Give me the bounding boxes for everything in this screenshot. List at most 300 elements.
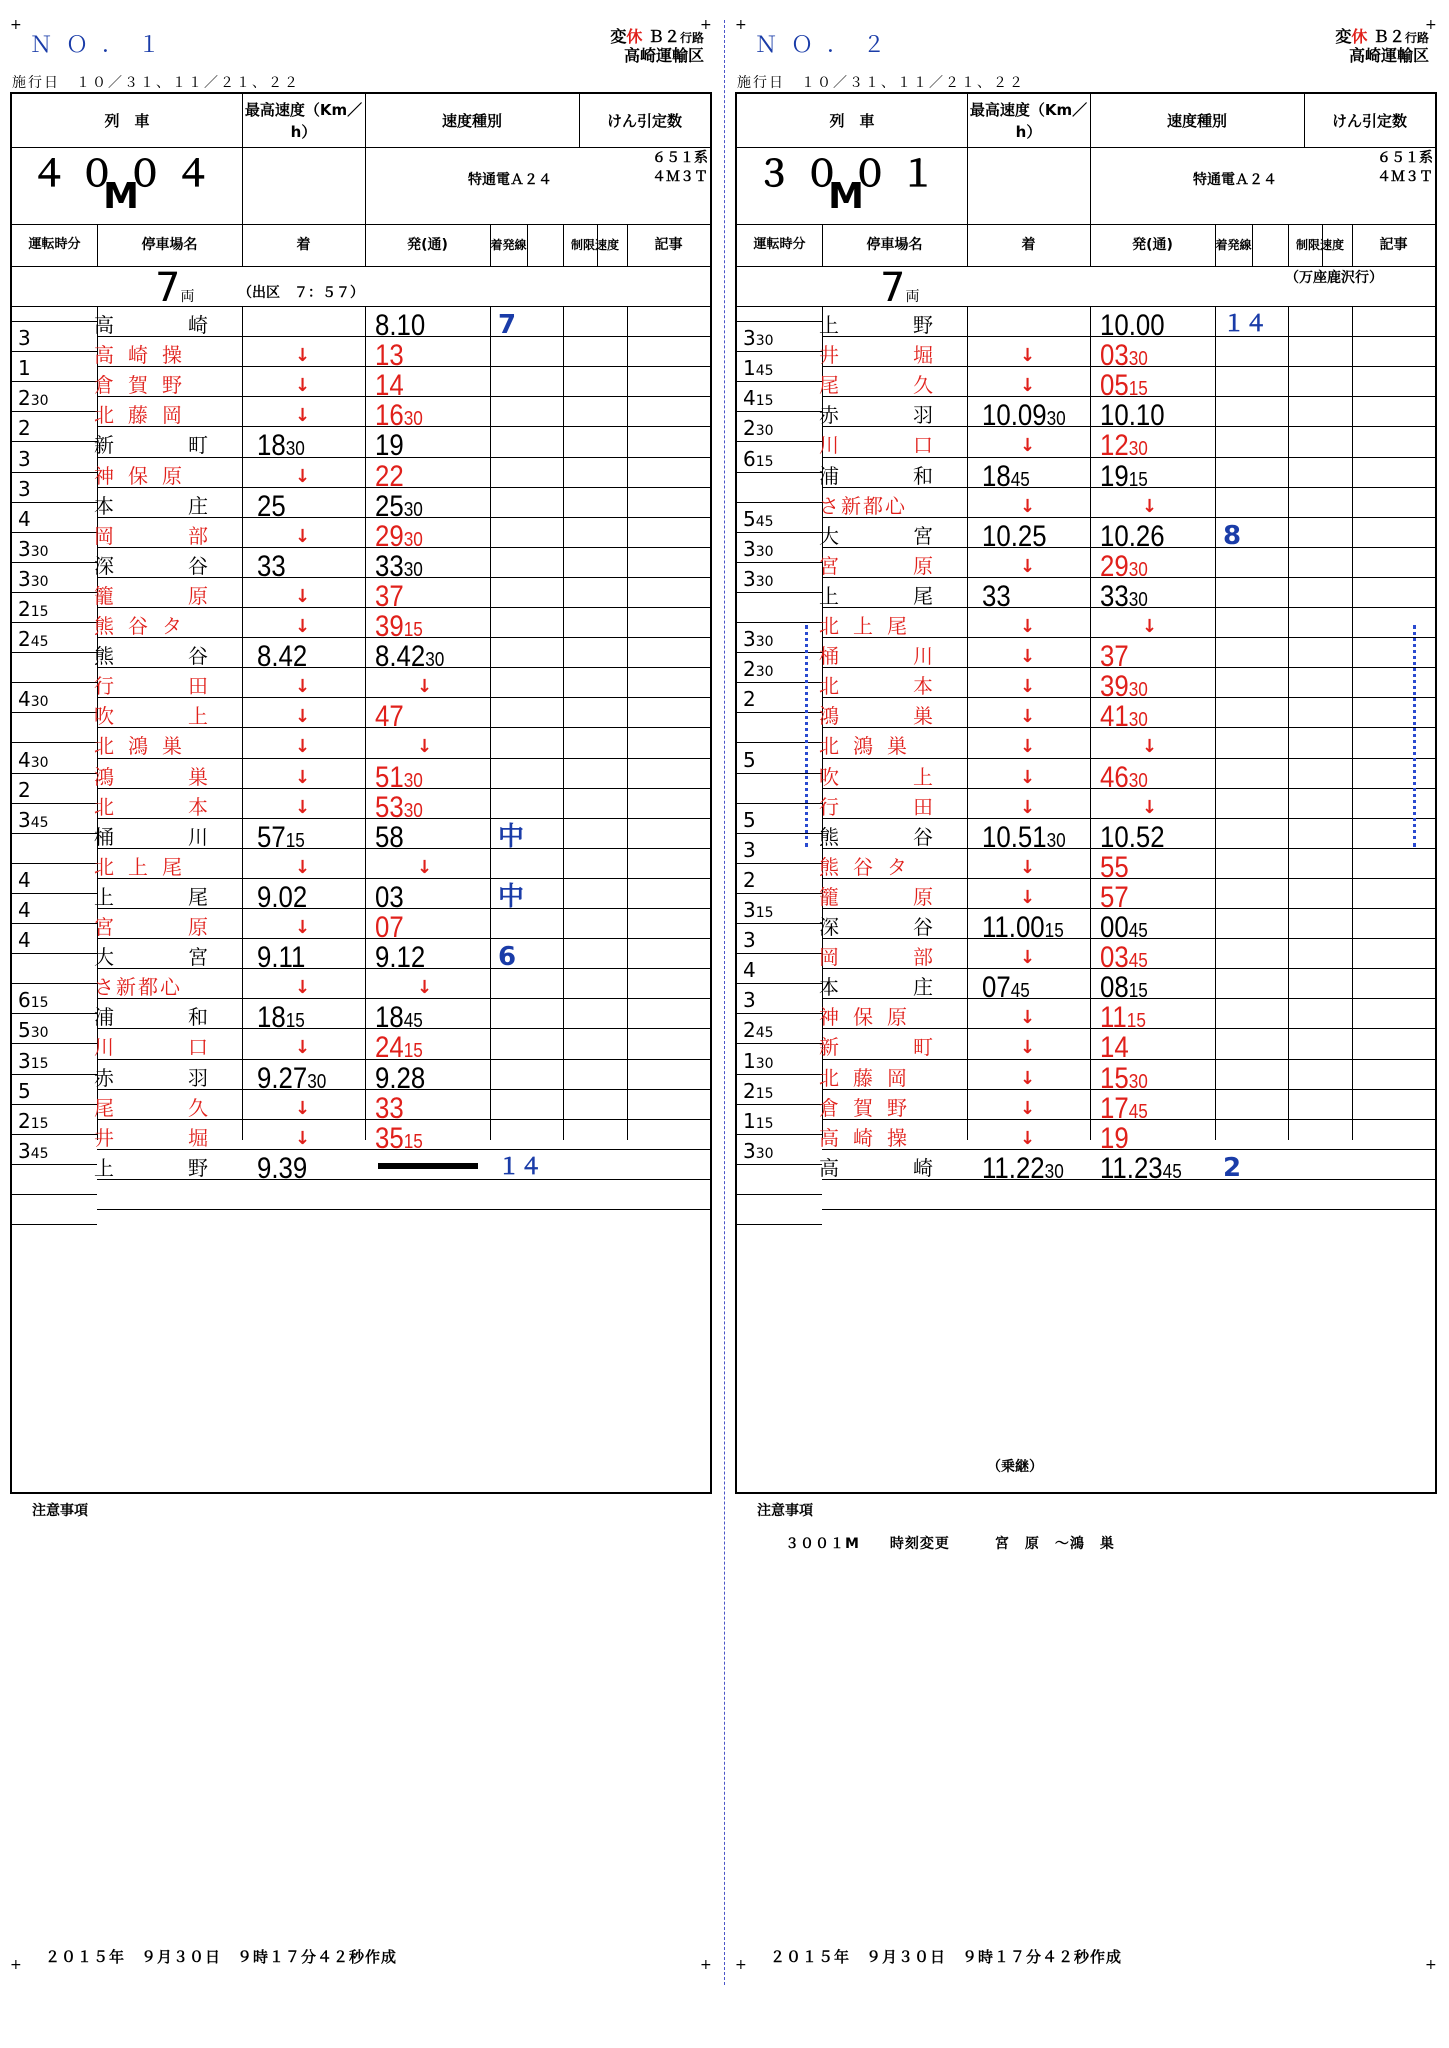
run-time: 345 (18, 807, 49, 832)
col-track: 着発線 (1215, 238, 1252, 252)
timetable-page-2 (725, 0, 1449, 2048)
col-departure: 発(通) (407, 237, 448, 253)
arrival-time: 10.0930 (982, 399, 1066, 433)
station-name (819, 553, 933, 579)
pass-arrow-icon: ↓ (1020, 555, 1036, 577)
station-name: 高崎操 (94, 343, 196, 368)
station-name (819, 824, 933, 850)
page-number: ＮＯ．１ (30, 33, 175, 58)
car-count-value: 7 (155, 265, 181, 311)
departure-time: 9.12 (375, 941, 426, 975)
station-name (819, 974, 933, 1000)
track-number: 6 (498, 942, 517, 973)
depot-name: 高崎運輸区 (1348, 46, 1429, 65)
departure-time: 10.10 (1100, 399, 1165, 433)
arrival-time: 10.25 (982, 519, 1047, 553)
station-char: 井 (819, 343, 839, 368)
station-name (94, 703, 208, 729)
run-time: 3 (18, 446, 31, 471)
station-name (94, 824, 208, 850)
station-name (819, 673, 933, 699)
station-name (94, 1034, 208, 1060)
station-char: 岡 (94, 523, 114, 548)
crop-mark: + (10, 17, 22, 33)
station-char: 谷 (913, 824, 933, 849)
run-time: 230 (743, 416, 774, 441)
track-number: 中 (498, 881, 525, 912)
station-name (819, 402, 933, 428)
pass-arrow-icon: ↓ (295, 616, 311, 637)
station-char: 宮 (913, 523, 933, 548)
station-char: 本 (188, 794, 208, 819)
run-time: 5 (743, 807, 756, 832)
station-char: 井 (94, 1125, 114, 1150)
station-name: さ新都心 (819, 493, 907, 518)
station-name: 北上尾 (819, 614, 921, 638)
route-name (610, 28, 704, 47)
station-char: 吹 (819, 764, 839, 789)
station-name (819, 703, 933, 729)
departure-time: 0515 (1100, 369, 1148, 403)
station-char: 口 (188, 1035, 208, 1060)
departure-time: 14 (1100, 1031, 1129, 1065)
run-time: 330 (743, 326, 774, 351)
station-char: 行 (94, 674, 114, 699)
station-char: 尾 (819, 373, 839, 398)
station-char: 川 (188, 824, 208, 849)
run-time: 330 (18, 536, 49, 561)
run-time: 330 (743, 1138, 774, 1163)
run-time: 4 (18, 928, 31, 953)
station-char: 野 (188, 1155, 208, 1180)
created-timestamp: ２０１５年 ９月３０日 ９時１７分４２秒作成 (770, 1948, 1123, 1966)
pass-arrow-icon: ↓ (1020, 676, 1036, 698)
station-char: 谷 (188, 553, 208, 578)
col-max-speed: 最高速度（Km／h） (969, 100, 1088, 141)
station-name (94, 432, 208, 458)
station-char: 新 (819, 1035, 839, 1060)
arrival-time: 1845 (982, 459, 1030, 493)
pass-arrow-icon: ↓ (295, 706, 311, 728)
col-rule (527, 224, 528, 266)
departure-time: 3930 (1100, 670, 1148, 704)
departure-time: 8.10 (375, 309, 426, 342)
station-char: 町 (188, 433, 208, 458)
run-time: 145 (743, 356, 774, 381)
run-time: 345 (18, 1138, 49, 1163)
station-char: 尾 (188, 884, 208, 909)
arrival-time: 33 (982, 579, 1011, 613)
pass-arrow-icon: ↓ (1142, 796, 1158, 818)
station-char: 川 (913, 644, 933, 669)
row-rule (12, 266, 710, 267)
pass-arrow-icon: ↓ (295, 917, 311, 938)
run-time: 2 (743, 687, 756, 712)
col-station: 停車場名 (141, 237, 198, 253)
station-name: 北藤岡 (819, 1065, 921, 1090)
col-haul-capacity: けん引定数 (1331, 111, 1407, 130)
station-name: 北鴻巣 (94, 734, 196, 759)
run-time: 245 (18, 627, 49, 652)
run-time: 3 (743, 837, 756, 862)
station-char: 口 (913, 433, 933, 458)
col-max-speed: 最高速度（Km／h） (244, 100, 363, 141)
station-name (819, 432, 933, 458)
departure-time: 3915 (375, 610, 423, 643)
station-name (819, 312, 933, 338)
station-name: 北藤岡 (94, 403, 196, 428)
station-char: 尾 (94, 1095, 114, 1120)
car-formation: ４Ｍ３Ｔ (652, 169, 708, 185)
car-series: ６５１系 (1377, 150, 1433, 166)
departure-time: 2930 (375, 519, 423, 553)
station-name: 熊谷タ (94, 614, 196, 638)
station-name (819, 914, 933, 940)
station-char: 和 (188, 1005, 208, 1030)
run-time: 330 (743, 627, 774, 652)
terminus-mark (378, 1163, 478, 1169)
pass-arrow-icon: ↓ (1020, 706, 1036, 728)
station-char: 原 (188, 583, 208, 608)
departure-time: 9.28 (375, 1061, 426, 1095)
station-name (94, 1004, 208, 1030)
station-char: 熊 (819, 824, 839, 849)
station-name (94, 884, 208, 910)
run-time: 245 (743, 1018, 774, 1043)
crop-mark: + (735, 1957, 747, 1973)
run-time: 215 (18, 1108, 49, 1133)
station-name (94, 794, 208, 820)
pass-arrow-icon: ↓ (295, 736, 311, 758)
station-char: 鴻 (94, 764, 114, 789)
car-count-unit: 両 (180, 289, 195, 305)
run-time: 3 (743, 928, 756, 953)
crop-mark: + (1425, 1957, 1437, 1973)
run-time: 615 (18, 988, 49, 1013)
departure-time: 03 (375, 880, 404, 914)
pass-arrow-icon: ↓ (1020, 375, 1036, 397)
run-time: 3 (743, 988, 756, 1013)
station-name (94, 583, 208, 609)
run-time: 430 (18, 687, 49, 712)
station-name (819, 523, 933, 549)
station-char: 桶 (819, 644, 839, 669)
station-char: 赤 (819, 403, 839, 428)
departure-time: 3330 (375, 549, 423, 583)
run-time: 2 (18, 777, 31, 802)
col-haul-capacity: けん引定数 (606, 111, 682, 130)
station-char: 田 (913, 794, 933, 819)
run-time: 115 (743, 1108, 774, 1133)
route-code: Ｂ２ (1367, 27, 1405, 46)
departure-time: 0815 (1100, 971, 1148, 1005)
car-count-value: 7 (880, 265, 906, 311)
arrival-time: 9.11 (257, 941, 306, 975)
station-name (94, 493, 208, 519)
station-name (94, 673, 208, 699)
run-time: 615 (743, 446, 774, 471)
pass-arrow-icon: ↓ (1020, 856, 1036, 878)
station-name (819, 764, 933, 790)
crop-mark: + (1425, 17, 1437, 33)
departure-time: 1915 (1100, 459, 1148, 493)
arrival-time: 9.02 (257, 880, 308, 914)
departure-time: 0330 (1100, 339, 1148, 373)
col-speed-limit: 制限速度 (570, 238, 619, 252)
departure-time: 58 (375, 820, 404, 854)
run-time: 3 (18, 326, 31, 351)
run-time: 2 (743, 867, 756, 892)
station-name: 倉賀野 (94, 373, 196, 398)
departure-time: 37 (1100, 640, 1129, 674)
station-char: 庄 (188, 493, 208, 518)
station-name (819, 643, 933, 669)
notes-label: 注意事項 (32, 1503, 88, 1519)
run-time: 330 (743, 566, 774, 591)
pass-arrow-icon: ↓ (417, 676, 433, 698)
station-char: 高 (94, 313, 114, 337)
pass-arrow-icon: ↓ (295, 676, 311, 698)
crop-mark: + (735, 17, 747, 33)
station-name (94, 1155, 208, 1181)
departure-time: 1845 (375, 1001, 423, 1035)
pass-arrow-icon: ↓ (1020, 1127, 1036, 1149)
station-name (94, 523, 208, 549)
col-station: 停車場名 (866, 237, 923, 253)
station-name (819, 372, 933, 398)
arrival-time: 9.39 (257, 1151, 308, 1185)
station-char: 大 (819, 523, 839, 548)
run-time: 5 (18, 1078, 31, 1103)
col-speed-class: 速度種別 (441, 111, 502, 130)
track-number: 7 (498, 310, 517, 340)
pass-arrow-icon: ↓ (1020, 796, 1036, 818)
run-time: 215 (743, 1078, 774, 1103)
station-char: 高 (819, 1155, 839, 1180)
col-run-time: 運転時分 (753, 237, 806, 252)
effective-date: 施行日 １０／３１、１１／２１、２２ (737, 75, 1025, 91)
track-number: 2 (1223, 1152, 1242, 1183)
station-name: 北上尾 (94, 854, 196, 879)
col-train: 列 車 (829, 111, 875, 130)
station-name (94, 764, 208, 790)
arrival-time: 11.0015 (982, 911, 1064, 944)
col-track: 着発線 (490, 238, 527, 252)
station-name: 神保原 (819, 1005, 921, 1030)
route-suffix: 行路 (1404, 31, 1429, 45)
station-char: 谷 (188, 644, 208, 669)
departure-time: 0345 (1100, 941, 1148, 975)
run-time: 415 (743, 386, 774, 411)
col-arrival: 着 (296, 237, 311, 253)
departure-time: 1630 (375, 399, 423, 433)
station-name (819, 944, 933, 970)
route-rest-mark: 休 (1351, 27, 1368, 46)
route-header (610, 28, 704, 65)
timetable-page-1 (0, 0, 724, 2048)
station-char: 久 (913, 373, 933, 398)
station-char: 赤 (94, 1065, 114, 1090)
station-char: 上 (819, 583, 839, 608)
run-time: 4 (18, 867, 31, 892)
pass-arrow-icon: ↓ (1020, 616, 1036, 637)
pass-arrow-icon: ↓ (1020, 345, 1036, 367)
station-char: 浦 (94, 1005, 114, 1030)
station-name (819, 1034, 933, 1060)
route-rest-mark: 休 (626, 27, 643, 46)
pass-arrow-icon: ↓ (1020, 1067, 1036, 1089)
crop-mark: + (700, 17, 712, 33)
row-rule (97, 1209, 710, 1210)
station-char: 上 (913, 764, 933, 789)
station-char: 崎 (188, 313, 208, 337)
run-time: 4 (18, 898, 31, 922)
timetable-table (10, 92, 712, 1494)
arrival-time: 5715 (257, 820, 305, 854)
pass-arrow-icon: ↓ (295, 405, 311, 427)
station-char: 久 (188, 1095, 208, 1120)
station-name: さ新都心 (94, 975, 182, 1000)
station-name (94, 553, 208, 579)
pass-arrow-icon: ↓ (1020, 1037, 1036, 1059)
depot-name: 高崎運輸区 (623, 46, 704, 65)
station-name (94, 1095, 208, 1121)
pass-arrow-icon: ↓ (1020, 947, 1036, 969)
station-char: 谷 (913, 915, 933, 939)
station-char: 鴻 (819, 704, 839, 729)
departure-time: 19 (375, 429, 404, 463)
departure-time: 1230 (1100, 429, 1148, 463)
run-time: 2 (18, 416, 31, 441)
departure-time: 2530 (375, 489, 423, 523)
arrival-time: 33 (257, 549, 286, 583)
station-name (819, 1155, 933, 1181)
departure-time: 14 (375, 369, 404, 403)
arrival-time: 1815 (257, 1001, 305, 1035)
station-char: 町 (913, 1035, 933, 1060)
station-char: 原 (913, 884, 933, 909)
crop-mark: + (700, 1957, 712, 1973)
time-rule (737, 1194, 822, 1195)
notes-text: ３００１M 時刻変更 宮 原 ～鴻 巣 (785, 1536, 1115, 1552)
run-time: 5 (743, 747, 756, 772)
crop-mark: + (10, 1957, 22, 1973)
station-char: 尾 (913, 583, 933, 608)
station-name (819, 463, 933, 489)
departure-time: 33 (375, 1091, 404, 1125)
time-rule (12, 1224, 97, 1225)
station-char: 羽 (188, 1065, 208, 1090)
run-time: 315 (18, 1048, 49, 1073)
station-name: 神保原 (94, 463, 196, 488)
station-name (819, 342, 933, 368)
station-char: 原 (913, 553, 933, 578)
notes-label: 注意事項 (757, 1503, 813, 1519)
pass-arrow-icon: ↓ (417, 736, 433, 758)
departure-time: 1115 (1100, 1001, 1146, 1035)
arrival-time: 1830 (257, 429, 305, 463)
pass-arrow-icon: ↓ (295, 525, 311, 547)
departure-time: 3330 (1100, 579, 1148, 613)
pass-arrow-icon: ↓ (1020, 1007, 1036, 1029)
departure-time: 4130 (1100, 700, 1148, 734)
train-number: ４００４M (30, 153, 223, 217)
departure-time: 10.00 (1100, 309, 1165, 342)
run-time: 4 (18, 506, 31, 531)
departure-time: 19 (1100, 1121, 1129, 1155)
col-rule (967, 147, 968, 224)
pass-arrow-icon: ↓ (295, 1037, 311, 1059)
col-notes: 記事 (654, 237, 683, 253)
station-name (94, 944, 208, 970)
station-name: 熊谷タ (819, 854, 921, 879)
col-rule (242, 147, 243, 224)
departure-time: 22 (375, 459, 404, 493)
route-name (1335, 28, 1429, 47)
station-char: 深 (819, 915, 839, 939)
pass-arrow-icon: ↓ (1142, 616, 1158, 637)
station-char: 深 (94, 553, 114, 578)
station-name (94, 312, 208, 338)
col-rule (1252, 224, 1253, 266)
run-time: 215 (18, 597, 49, 621)
route-suffix: 行路 (679, 31, 704, 45)
station-char: 田 (188, 674, 208, 699)
departure-time: 8.4230 (375, 640, 445, 674)
station-char: 上 (94, 1155, 114, 1180)
station-char: 上 (94, 884, 114, 909)
page-number: ＮＯ．２ (755, 33, 900, 58)
station-char: 川 (819, 433, 839, 458)
departure-time: 2415 (375, 1031, 423, 1065)
departure-time: 10.52 (1100, 820, 1165, 854)
track-number: 8 (1223, 520, 1242, 551)
created-timestamp: ２０１５年 ９月３０日 ９時１７分４２秒作成 (45, 1948, 398, 1966)
run-time: 545 (743, 506, 774, 531)
pass-arrow-icon: ↓ (1020, 646, 1036, 668)
run-time: 4 (743, 958, 756, 983)
departure-time: 55 (1100, 850, 1129, 884)
station-char: 浦 (819, 463, 839, 488)
pass-arrow-icon: ↓ (1020, 766, 1036, 788)
route-prefix: 変 (1335, 27, 1352, 46)
station-char: 部 (913, 945, 933, 970)
station-name (819, 583, 933, 609)
departure-time: 3515 (375, 1121, 423, 1155)
station-char: 熊 (94, 644, 114, 669)
col-speed-limit: 制限速度 (1295, 238, 1344, 252)
station-char: 北 (819, 674, 839, 699)
departure-time: 37 (375, 579, 404, 613)
departure-time: 47 (375, 700, 404, 734)
station-char: 庄 (913, 975, 933, 1000)
run-time: 330 (743, 536, 774, 561)
col-notes: 記事 (1379, 237, 1408, 253)
station-char: 堀 (913, 343, 933, 368)
station-char: 羽 (913, 403, 933, 428)
station-char: 桶 (94, 824, 114, 849)
speed-class-value: 特通電Ａ２４ (468, 172, 552, 188)
departure-time: 5130 (375, 760, 423, 794)
run-time: 1 (18, 356, 31, 381)
depart-info: （万座鹿沢行） (1285, 270, 1383, 286)
station-char: 籠 (819, 884, 839, 909)
run-time: 315 (743, 898, 774, 922)
arrival-time: 9.2730 (257, 1061, 327, 1095)
station-name: 倉賀野 (819, 1095, 921, 1120)
row-rule (822, 1209, 1435, 1210)
station-char: 本 (94, 493, 114, 518)
